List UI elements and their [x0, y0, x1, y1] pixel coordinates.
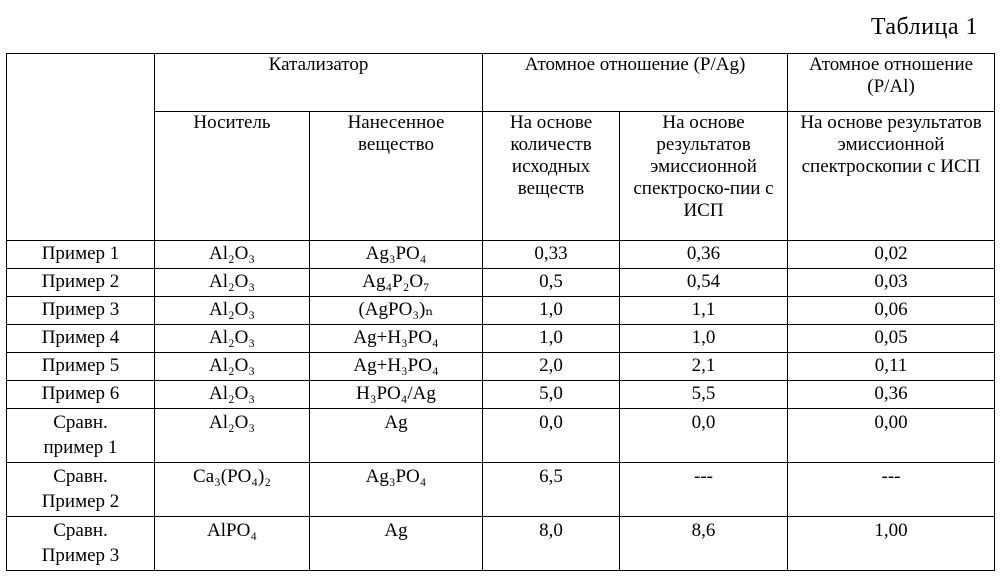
row-icp-al: 0,00: [788, 409, 995, 463]
table-row: [7, 381, 995, 409]
row-name-line2: пример 1: [43, 437, 118, 458]
row-carrier: Ca₃(PO₄)₂: [155, 463, 310, 517]
row-carrier: Al₂O₃: [155, 269, 310, 297]
row-name: Пример 4: [7, 325, 155, 353]
row-icp-al: 0,03: [788, 269, 995, 297]
row-icp-al: 1,00: [788, 517, 995, 571]
table-row: [7, 409, 995, 463]
row-name: Пример 5: [7, 353, 155, 381]
row-icp-ag: 0,54: [620, 269, 788, 297]
row-name-line1: Сравн.: [53, 412, 108, 433]
table-row: [7, 325, 995, 353]
row-icp-ag: 1,0: [620, 325, 788, 353]
row-initial: 0,33: [483, 241, 620, 269]
row-icp-ag: 0,36: [620, 241, 788, 269]
header-empty-cell: [7, 54, 155, 241]
row-name-line2: Пример 3: [41, 545, 120, 566]
row-name: [7, 409, 155, 463]
header-ratio-p-ag: Атомное отношение (P/Ag): [483, 54, 788, 112]
header-ratio-p-al: Атомное отношение (P/Al): [788, 54, 995, 112]
table-row: [7, 463, 995, 517]
row-deposited: H₃PO₄/Ag: [310, 381, 483, 409]
row-carrier: Al₂O₃: [155, 353, 310, 381]
row-name: Пример 1: [7, 241, 155, 269]
row-deposited: (AgPO₃)ₙ: [310, 297, 483, 325]
row-icp-al: 0,02: [788, 241, 995, 269]
row-carrier: AlPO₄: [155, 517, 310, 571]
row-carrier: Al₂O₃: [155, 241, 310, 269]
header-row-top: [7, 54, 995, 112]
header-deposited: Нанесенное вещество: [310, 112, 483, 241]
row-carrier: Al₂O₃: [155, 325, 310, 353]
row-deposited: Ag₃PO₄: [310, 463, 483, 517]
row-carrier: Al₂O₃: [155, 381, 310, 409]
row-deposited: Ag: [310, 517, 483, 571]
table-row: [7, 269, 995, 297]
row-initial: 1,0: [483, 297, 620, 325]
row-initial: 2,0: [483, 353, 620, 381]
header-basis-icp-al: На основе результатов эмиссионной спектроскопии с ИСП: [788, 112, 995, 241]
row-icp-al: 0,05: [788, 325, 995, 353]
row-icp-ag: ---: [620, 463, 788, 517]
row-name: Пример 3: [7, 297, 155, 325]
row-initial: 8,0: [483, 517, 620, 571]
row-name: Пример 2: [7, 269, 155, 297]
table-row: [7, 297, 995, 325]
row-name-line2: Пример 2: [41, 491, 120, 512]
row-icp-al: 0,36: [788, 381, 995, 409]
row-name-line1: Сравн.: [53, 466, 108, 487]
row-icp-ag: 2,1: [620, 353, 788, 381]
row-icp-ag: 8,6: [620, 517, 788, 571]
row-initial: 5,0: [483, 381, 620, 409]
results-table: [6, 53, 995, 571]
row-icp-ag: 5,5: [620, 381, 788, 409]
row-icp-ag: 0,0: [620, 409, 788, 463]
row-icp-al: 0,11: [788, 353, 995, 381]
table-row: [7, 241, 995, 269]
row-carrier: Al₂O₃: [155, 297, 310, 325]
row-deposited: Ag+H₃PO₄: [310, 325, 483, 353]
header-catalyst: Катализатор: [155, 54, 483, 112]
row-icp-al: 0,06: [788, 297, 995, 325]
row-name: Пример 6: [7, 381, 155, 409]
row-initial: 6,5: [483, 463, 620, 517]
row-name: [7, 463, 155, 517]
row-name: [7, 517, 155, 571]
row-initial: 1,0: [483, 325, 620, 353]
row-name-line1: Сравн.: [53, 520, 108, 541]
row-deposited: Ag+H₃PO₄: [310, 353, 483, 381]
header-basis-icp-ag: На основе результатов эмиссионной спектроско-пии с ИСП: [620, 112, 788, 241]
row-deposited: Ag₃PO₄: [310, 241, 483, 269]
row-initial: 0,0: [483, 409, 620, 463]
row-deposited: Ag: [310, 409, 483, 463]
row-initial: 0,5: [483, 269, 620, 297]
table-caption: Таблица 1: [870, 14, 978, 40]
table-row: [7, 353, 995, 381]
header-basis-initial: На основе количеств исходных веществ: [483, 112, 620, 241]
row-deposited: Ag₄P₂O₇: [310, 269, 483, 297]
table-row: [7, 517, 995, 571]
row-carrier: Al₂O₃: [155, 409, 310, 463]
header-row-sub: [7, 112, 995, 241]
row-icp-al: ---: [788, 463, 995, 517]
row-icp-ag: 1,1: [620, 297, 788, 325]
header-carrier: Носитель: [155, 112, 310, 241]
